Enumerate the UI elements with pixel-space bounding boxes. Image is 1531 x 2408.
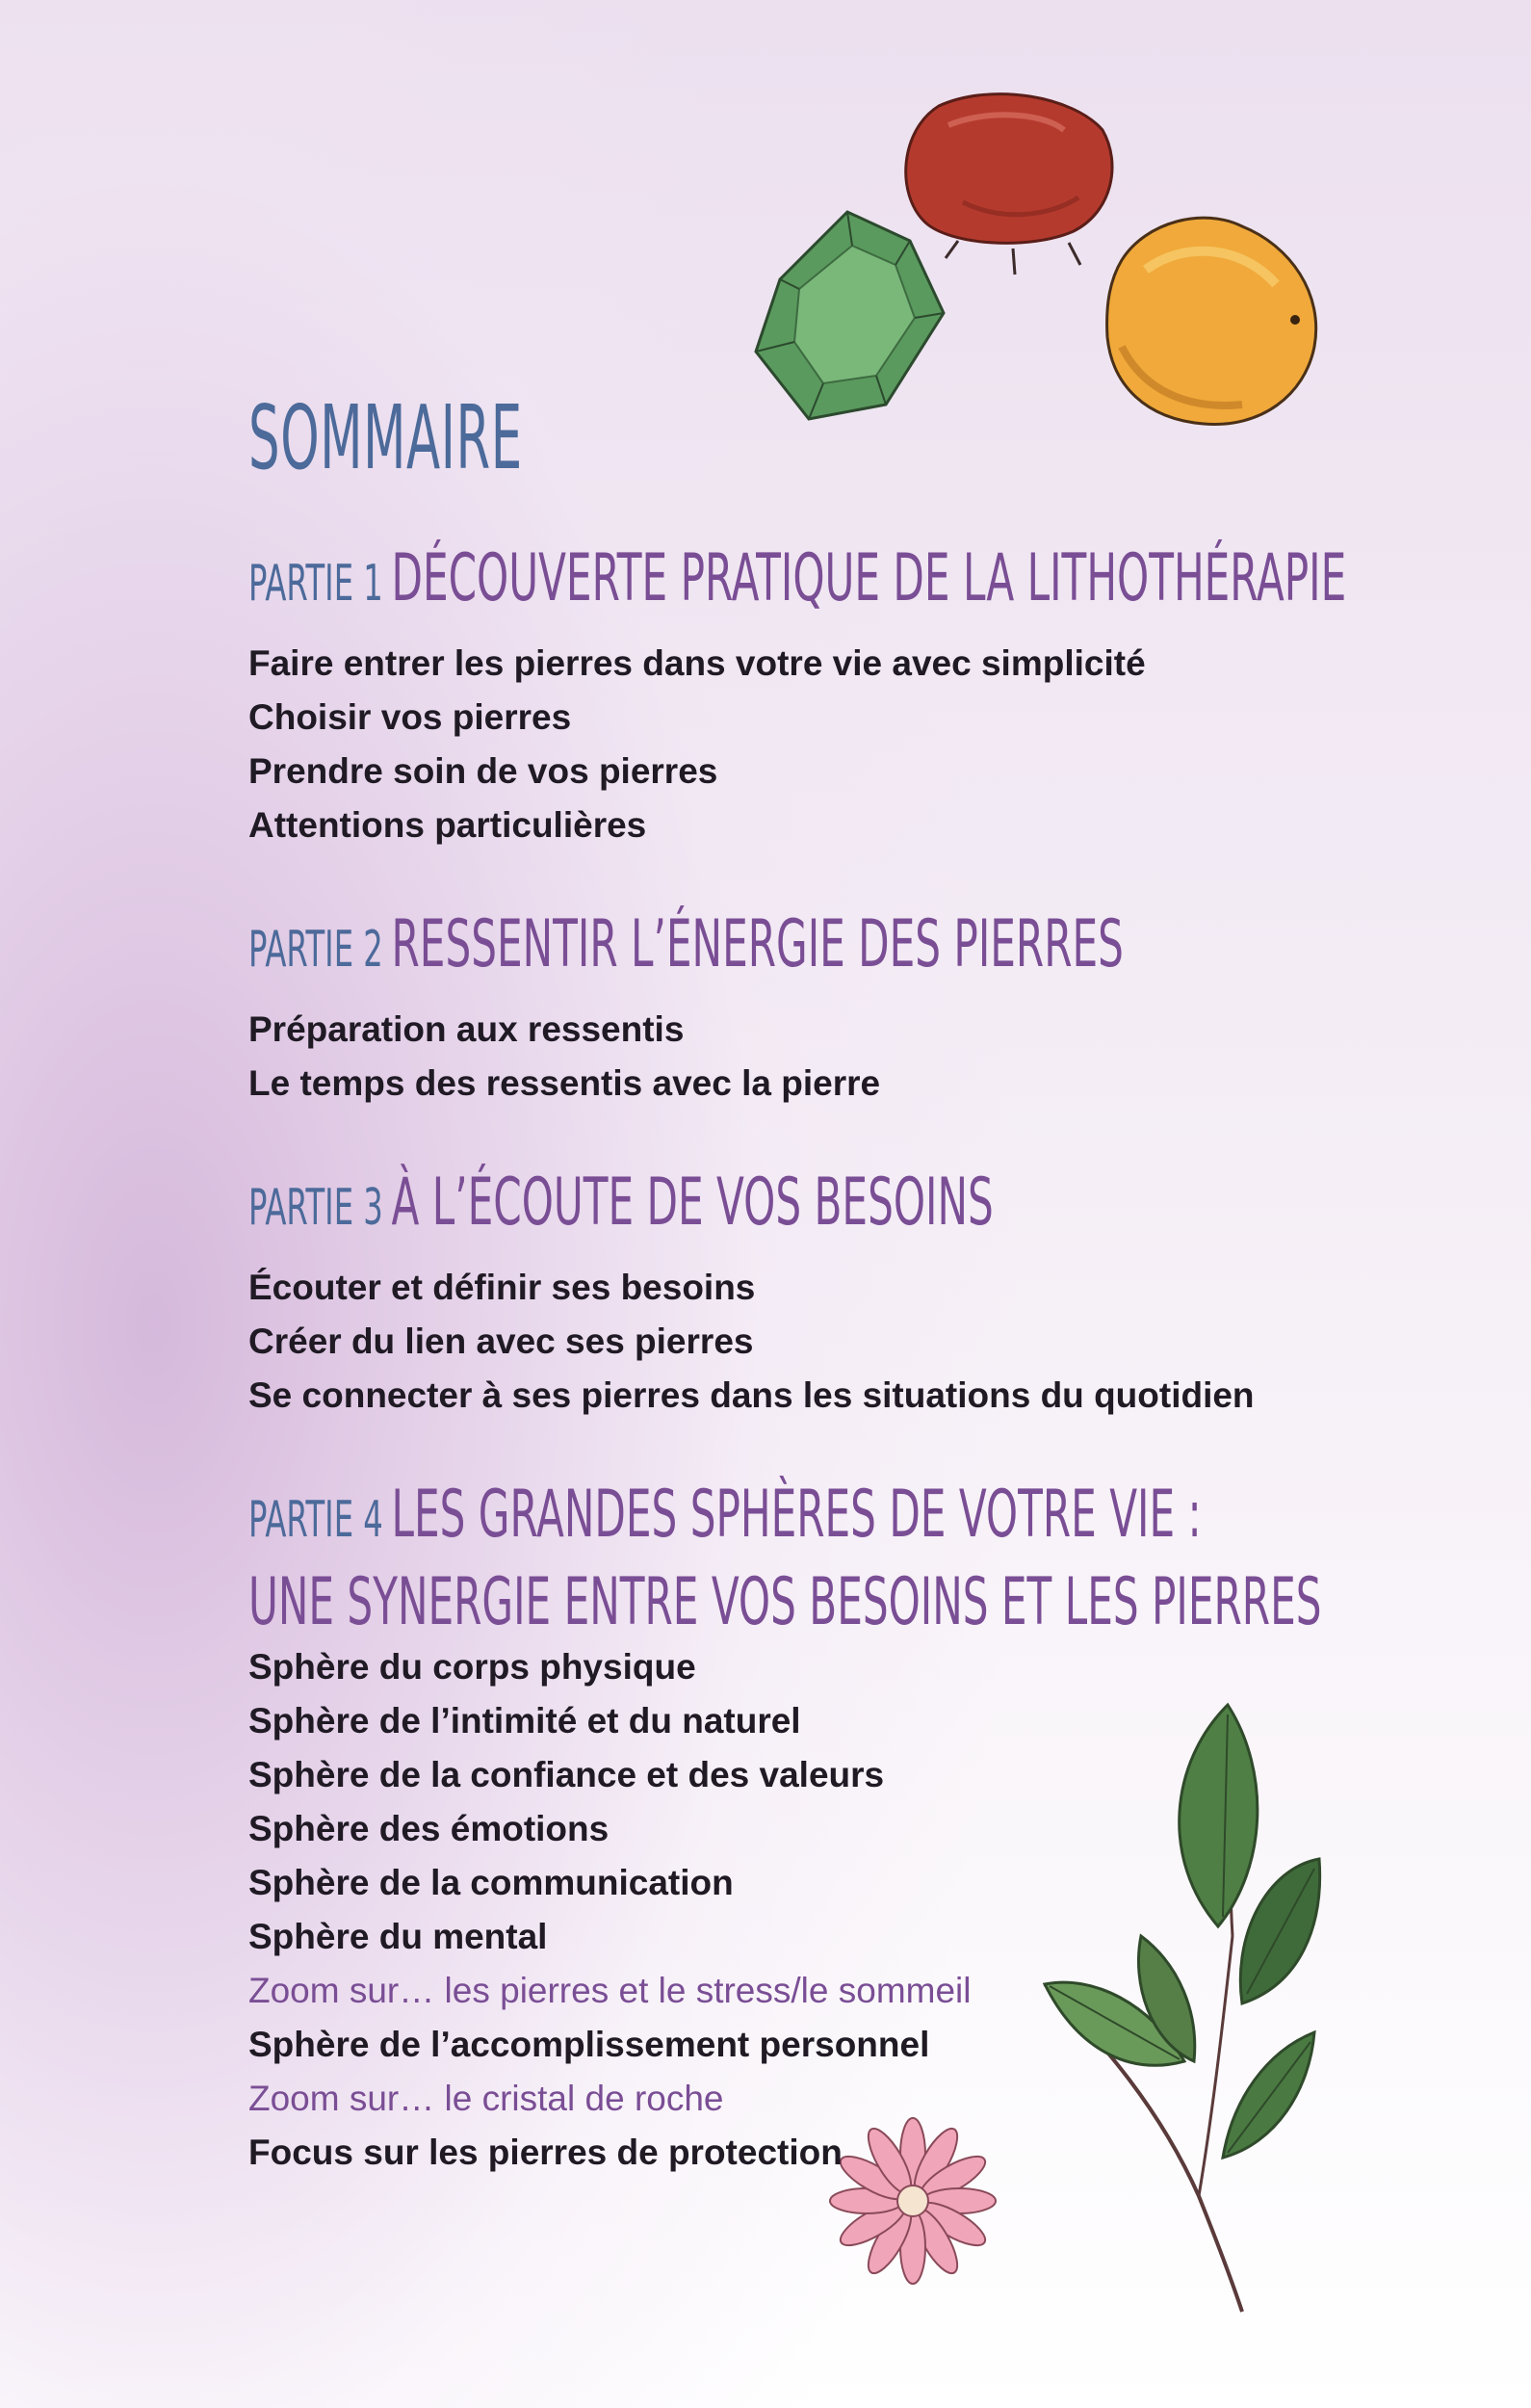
part-label: PARTIE 3 (248, 1179, 383, 1237)
list-item: Sphère des émotions (248, 1809, 610, 1848)
list-item: Attentions particulières (248, 805, 647, 845)
list-item: Créer du lien avec ses pierres (248, 1322, 754, 1361)
part-items (248, 1261, 1385, 1423)
list-item: Sphère du mental (248, 1917, 548, 1956)
part-heading (248, 1166, 1383, 1257)
part-label: PARTIE 4 (248, 1491, 383, 1549)
list-item: Sphère de la communication (248, 1863, 734, 1902)
list-item: Sphère du corps physique (248, 1647, 696, 1687)
list-item: Se connecter à ses pierres dans les situations du quotidien (248, 1375, 1255, 1415)
list-item: Sphère de l’intimité et du naturel (248, 1701, 801, 1741)
list-item: Prendre soin de vos pierres (248, 751, 718, 791)
list-item: Faire entrer les pierres dans votre vie avec simplicité (248, 643, 1146, 683)
part-4 (248, 1479, 1385, 2180)
list-item: Écouter et définir ses besoins (248, 1268, 756, 1307)
part-title: RESSENTIR L’ÉNERGIE DES PIERRES (391, 906, 1124, 982)
page-title: SOMMAIRE (248, 386, 523, 489)
list-item: Choisir vos pierres (248, 697, 572, 737)
part-title-line-2: UNE SYNERGIE ENTRE VOS BESOINS ET LES PIERRES (248, 1564, 1322, 1640)
part-title: À L’ÉCOUTE DE VOS BESOINS (391, 1165, 994, 1241)
zoom-list-item: Zoom sur… le cristal de roche (248, 2079, 724, 2118)
table-of-contents (248, 386, 1385, 2236)
list-item: Sphère de la confiance et des valeurs (248, 1755, 885, 1794)
part-label: PARTIE 1 (248, 555, 383, 613)
zoom-list-item: Zoom sur… les pierres et le stress/le sommeil (248, 1971, 972, 2010)
part-title: DÉCOUVERTE PRATIQUE DE LA LITHOTHÉRAPIE (391, 540, 1347, 616)
part-1 (248, 542, 1385, 852)
part-items (248, 1640, 1385, 2180)
list-item: Sphère de l’accomplissement personnel (248, 2025, 930, 2064)
part-title: LES GRANDES SPHÈRES DE VOTRE VIE : (391, 1477, 1202, 1553)
part-heading (248, 908, 1383, 999)
part-3 (248, 1166, 1385, 1423)
part-2 (248, 908, 1385, 1111)
list-item: Préparation aux ressentis (248, 1009, 685, 1049)
part-items (248, 637, 1385, 852)
part-items (248, 1003, 1385, 1111)
part-label: PARTIE 2 (248, 921, 383, 979)
list-item: Focus sur les pierres de protection (248, 2133, 843, 2172)
list-item: Le temps des ressentis avec la pierre (248, 1063, 881, 1103)
part-heading (248, 1477, 1383, 1640)
part-heading (248, 542, 1383, 633)
